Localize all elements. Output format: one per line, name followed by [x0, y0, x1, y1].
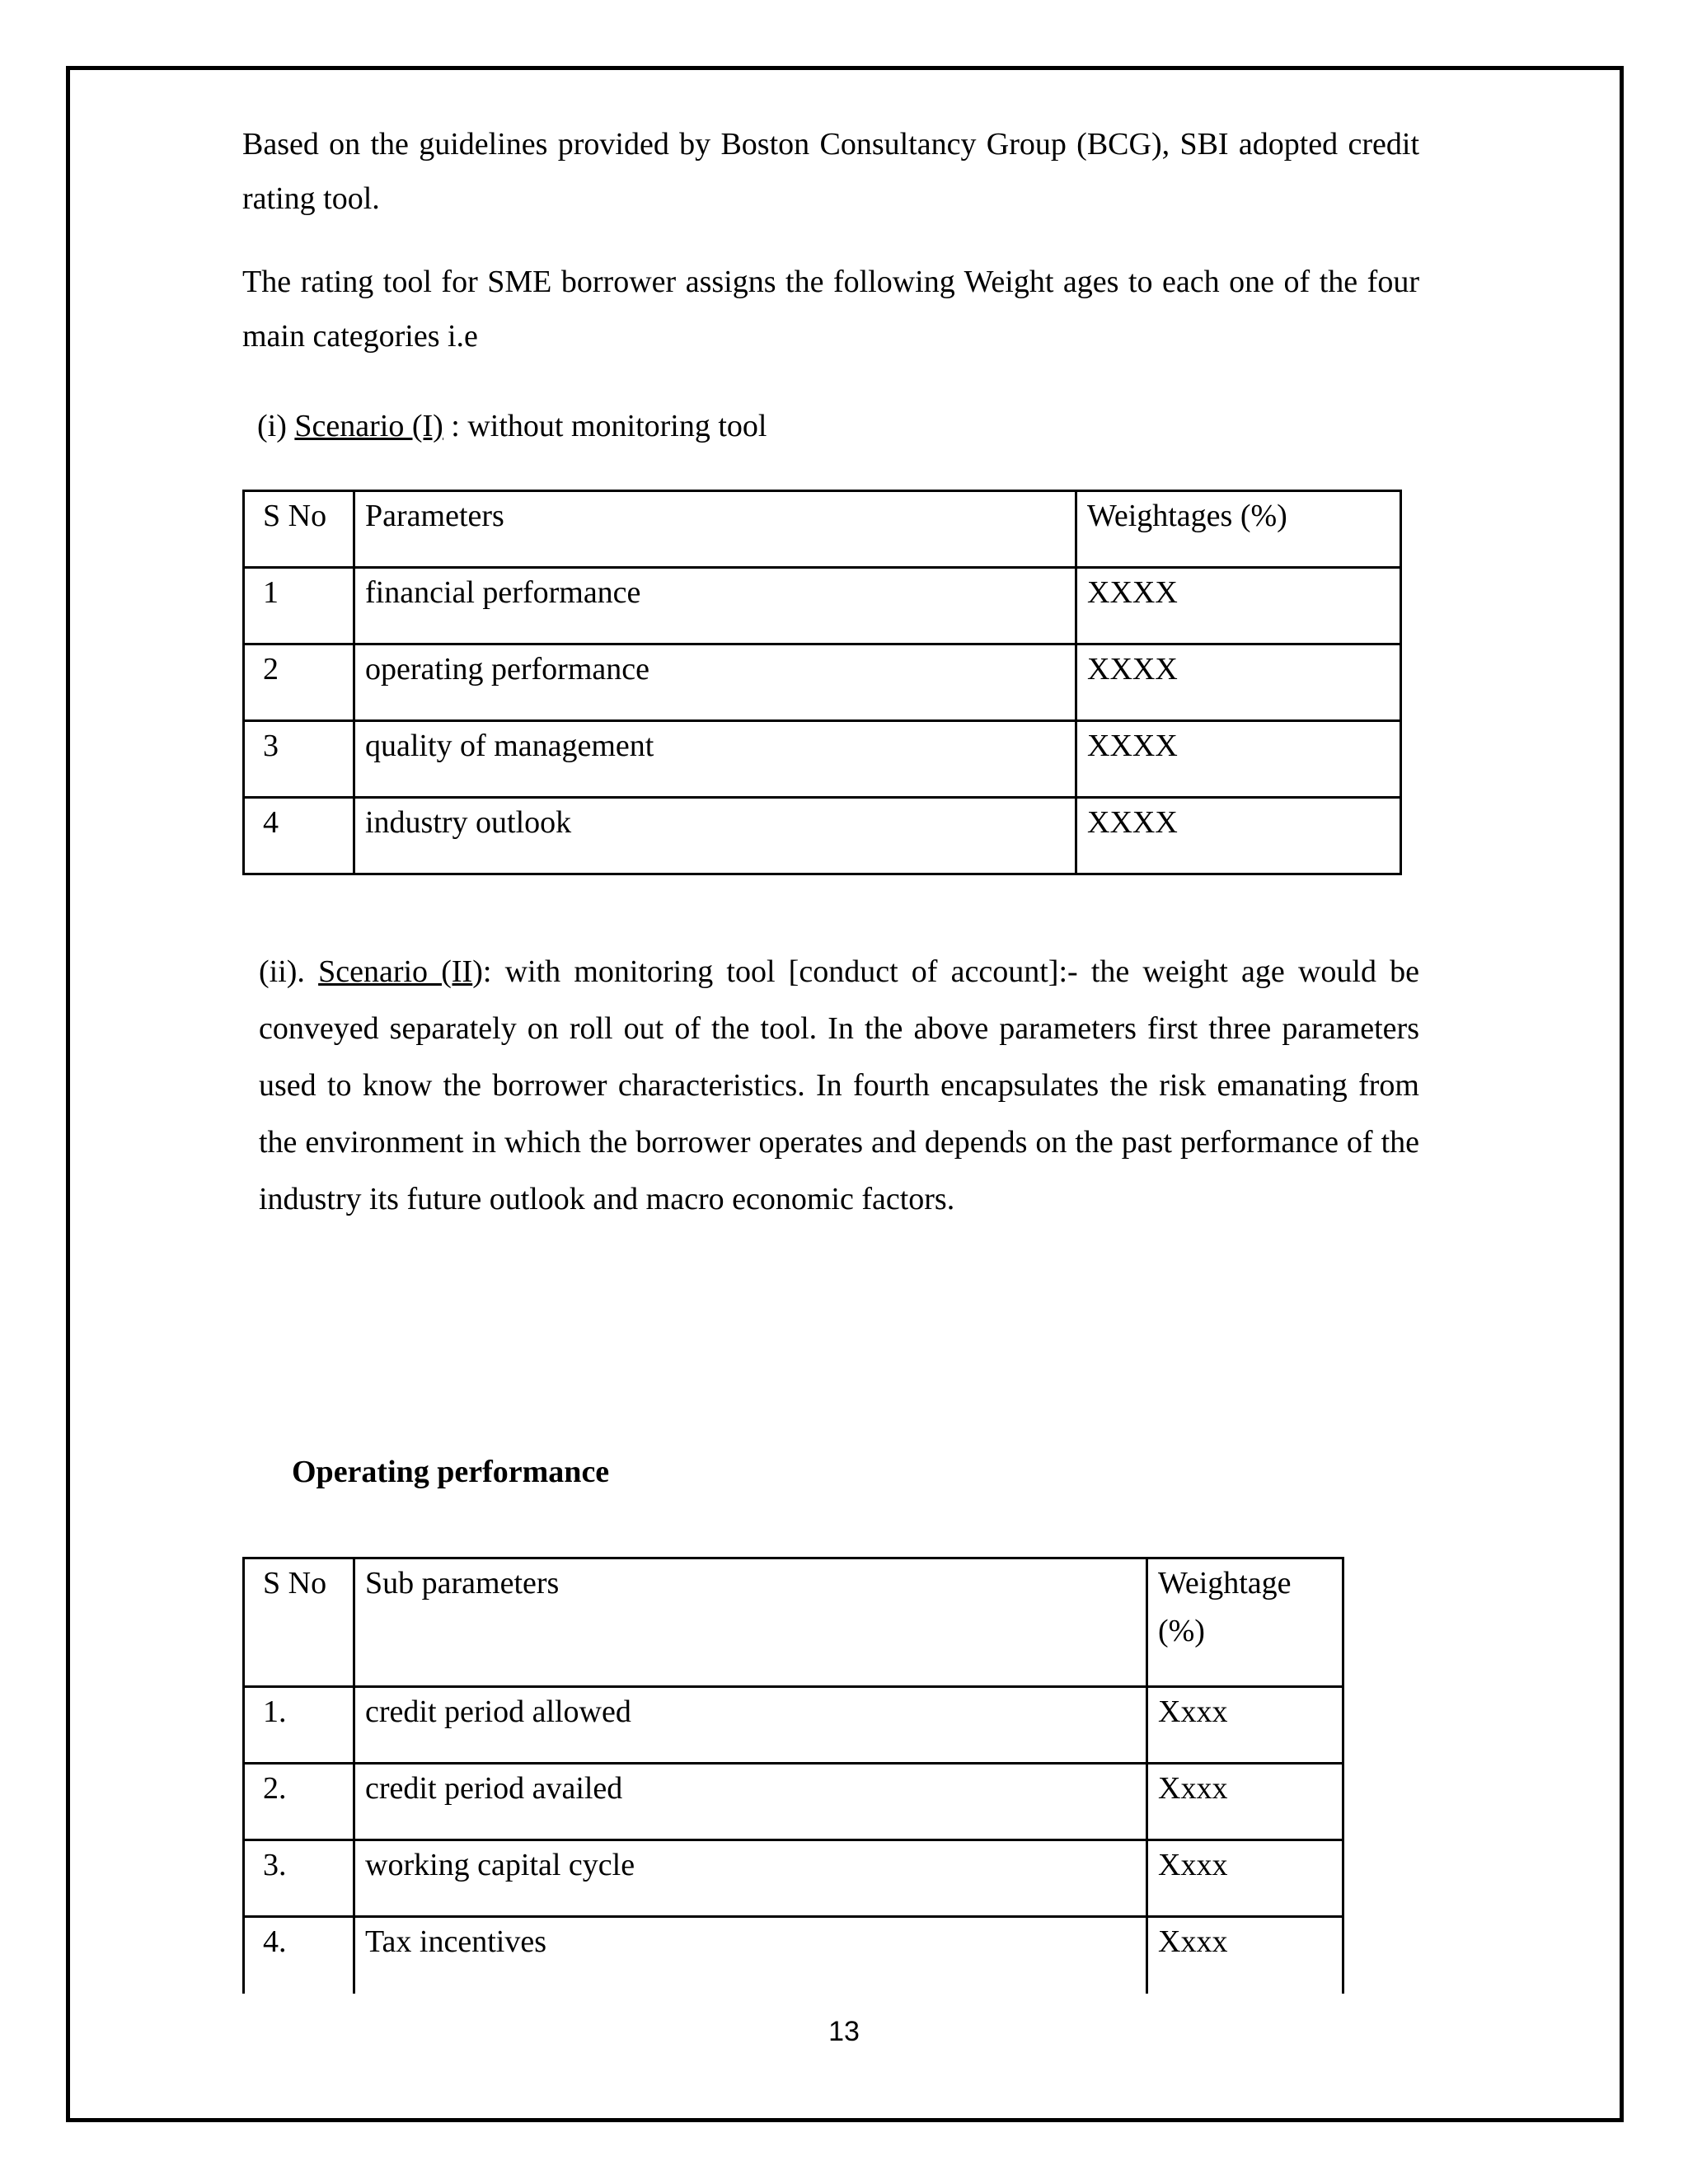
table-row: [244, 1687, 1343, 1764]
cell-sub-parameter: credit period availed: [354, 1764, 1147, 1840]
header-cell-parameters: Parameters: [354, 491, 1076, 568]
cell-parameter: industry outlook: [354, 798, 1076, 874]
scenario-2-prefix: (ii).: [259, 954, 319, 989]
cell-sno: 4: [244, 798, 354, 874]
table-header-row: [244, 1558, 1343, 1687]
cell-parameter: operating performance: [354, 644, 1076, 721]
cell-weightage: Xxxx: [1147, 1764, 1343, 1840]
scenario-2-paragraph: [259, 944, 1419, 1228]
scenario-2-text: ): with monitoring tool [conduct of account]:- the weight age would be conveyed separately on roll out of the tool. In the above parameters first three parameters used to know the borrower characteristics. In fourth encapsulates the risk emanating from the environment in which the borrower operates and depends on the past performance of the industry its future outlook and macro economic factors.: [259, 954, 1419, 1216]
sub-parameters-table: [242, 1557, 1344, 1994]
cell-weightage: XXXX: [1076, 568, 1401, 644]
cell-sno: 4.: [244, 1917, 354, 1994]
table-header-row: [244, 491, 1401, 568]
cell-sub-parameter: Tax incentives: [354, 1917, 1147, 1994]
cell-sno: 1.: [244, 1687, 354, 1764]
scenario-1-line: [257, 405, 767, 447]
cell-weightage: Xxxx: [1147, 1840, 1343, 1917]
cell-weightage: XXXX: [1076, 644, 1401, 721]
intro-paragraph-1: Based on the guidelines provided by Boston Consultancy Group (BCG), SBI adopted credit rating tool.: [242, 127, 1419, 216]
cell-parameter: financial performance: [354, 568, 1076, 644]
cell-sno: 1: [244, 568, 354, 644]
cell-sno: 3: [244, 721, 354, 798]
cell-weightage: XXXX: [1076, 798, 1401, 874]
intro-paragraph-2: The rating tool for SME borrower assigns the following Weight ages to each one of the four main categories i.e: [242, 265, 1419, 354]
header-cell-sno: S No: [244, 1558, 354, 1687]
header-cell-sub-parameters: Sub parameters: [354, 1558, 1147, 1687]
scenario-1-suffix: : without monitoring tool: [443, 409, 767, 443]
header-cell-weightages: Weightages (%): [1076, 491, 1401, 568]
page-number: 13: [828, 2016, 860, 2047]
table-row: [244, 721, 1401, 798]
cell-weightage: Xxxx: [1147, 1687, 1343, 1764]
cell-sub-parameter: credit period allowed: [354, 1687, 1147, 1764]
table-row: [244, 1840, 1343, 1917]
parameters-table: [242, 490, 1402, 875]
table-row: [244, 1917, 1343, 1994]
table-row: [244, 644, 1401, 721]
scenario-2-label: Scenario (II: [318, 954, 473, 989]
scenario-1-label: Scenario (I): [294, 409, 443, 443]
scenario-1-prefix: (i): [257, 409, 295, 443]
cell-sno: 2: [244, 644, 354, 721]
header-cell-weightage: Weightage (%): [1147, 1558, 1343, 1687]
cell-parameter: quality of management: [354, 721, 1076, 798]
cell-weightage: Xxxx: [1147, 1917, 1343, 1994]
table-row: [244, 568, 1401, 644]
cell-sno: 3.: [244, 1840, 354, 1917]
cell-sno: 2.: [244, 1764, 354, 1840]
table-row: [244, 798, 1401, 874]
header-cell-sno: S No: [244, 491, 354, 568]
section-heading: Operating performance: [292, 1455, 610, 1489]
cell-weightage: XXXX: [1076, 721, 1401, 798]
cell-sub-parameter: working capital cycle: [354, 1840, 1147, 1917]
table-row: [244, 1764, 1343, 1840]
